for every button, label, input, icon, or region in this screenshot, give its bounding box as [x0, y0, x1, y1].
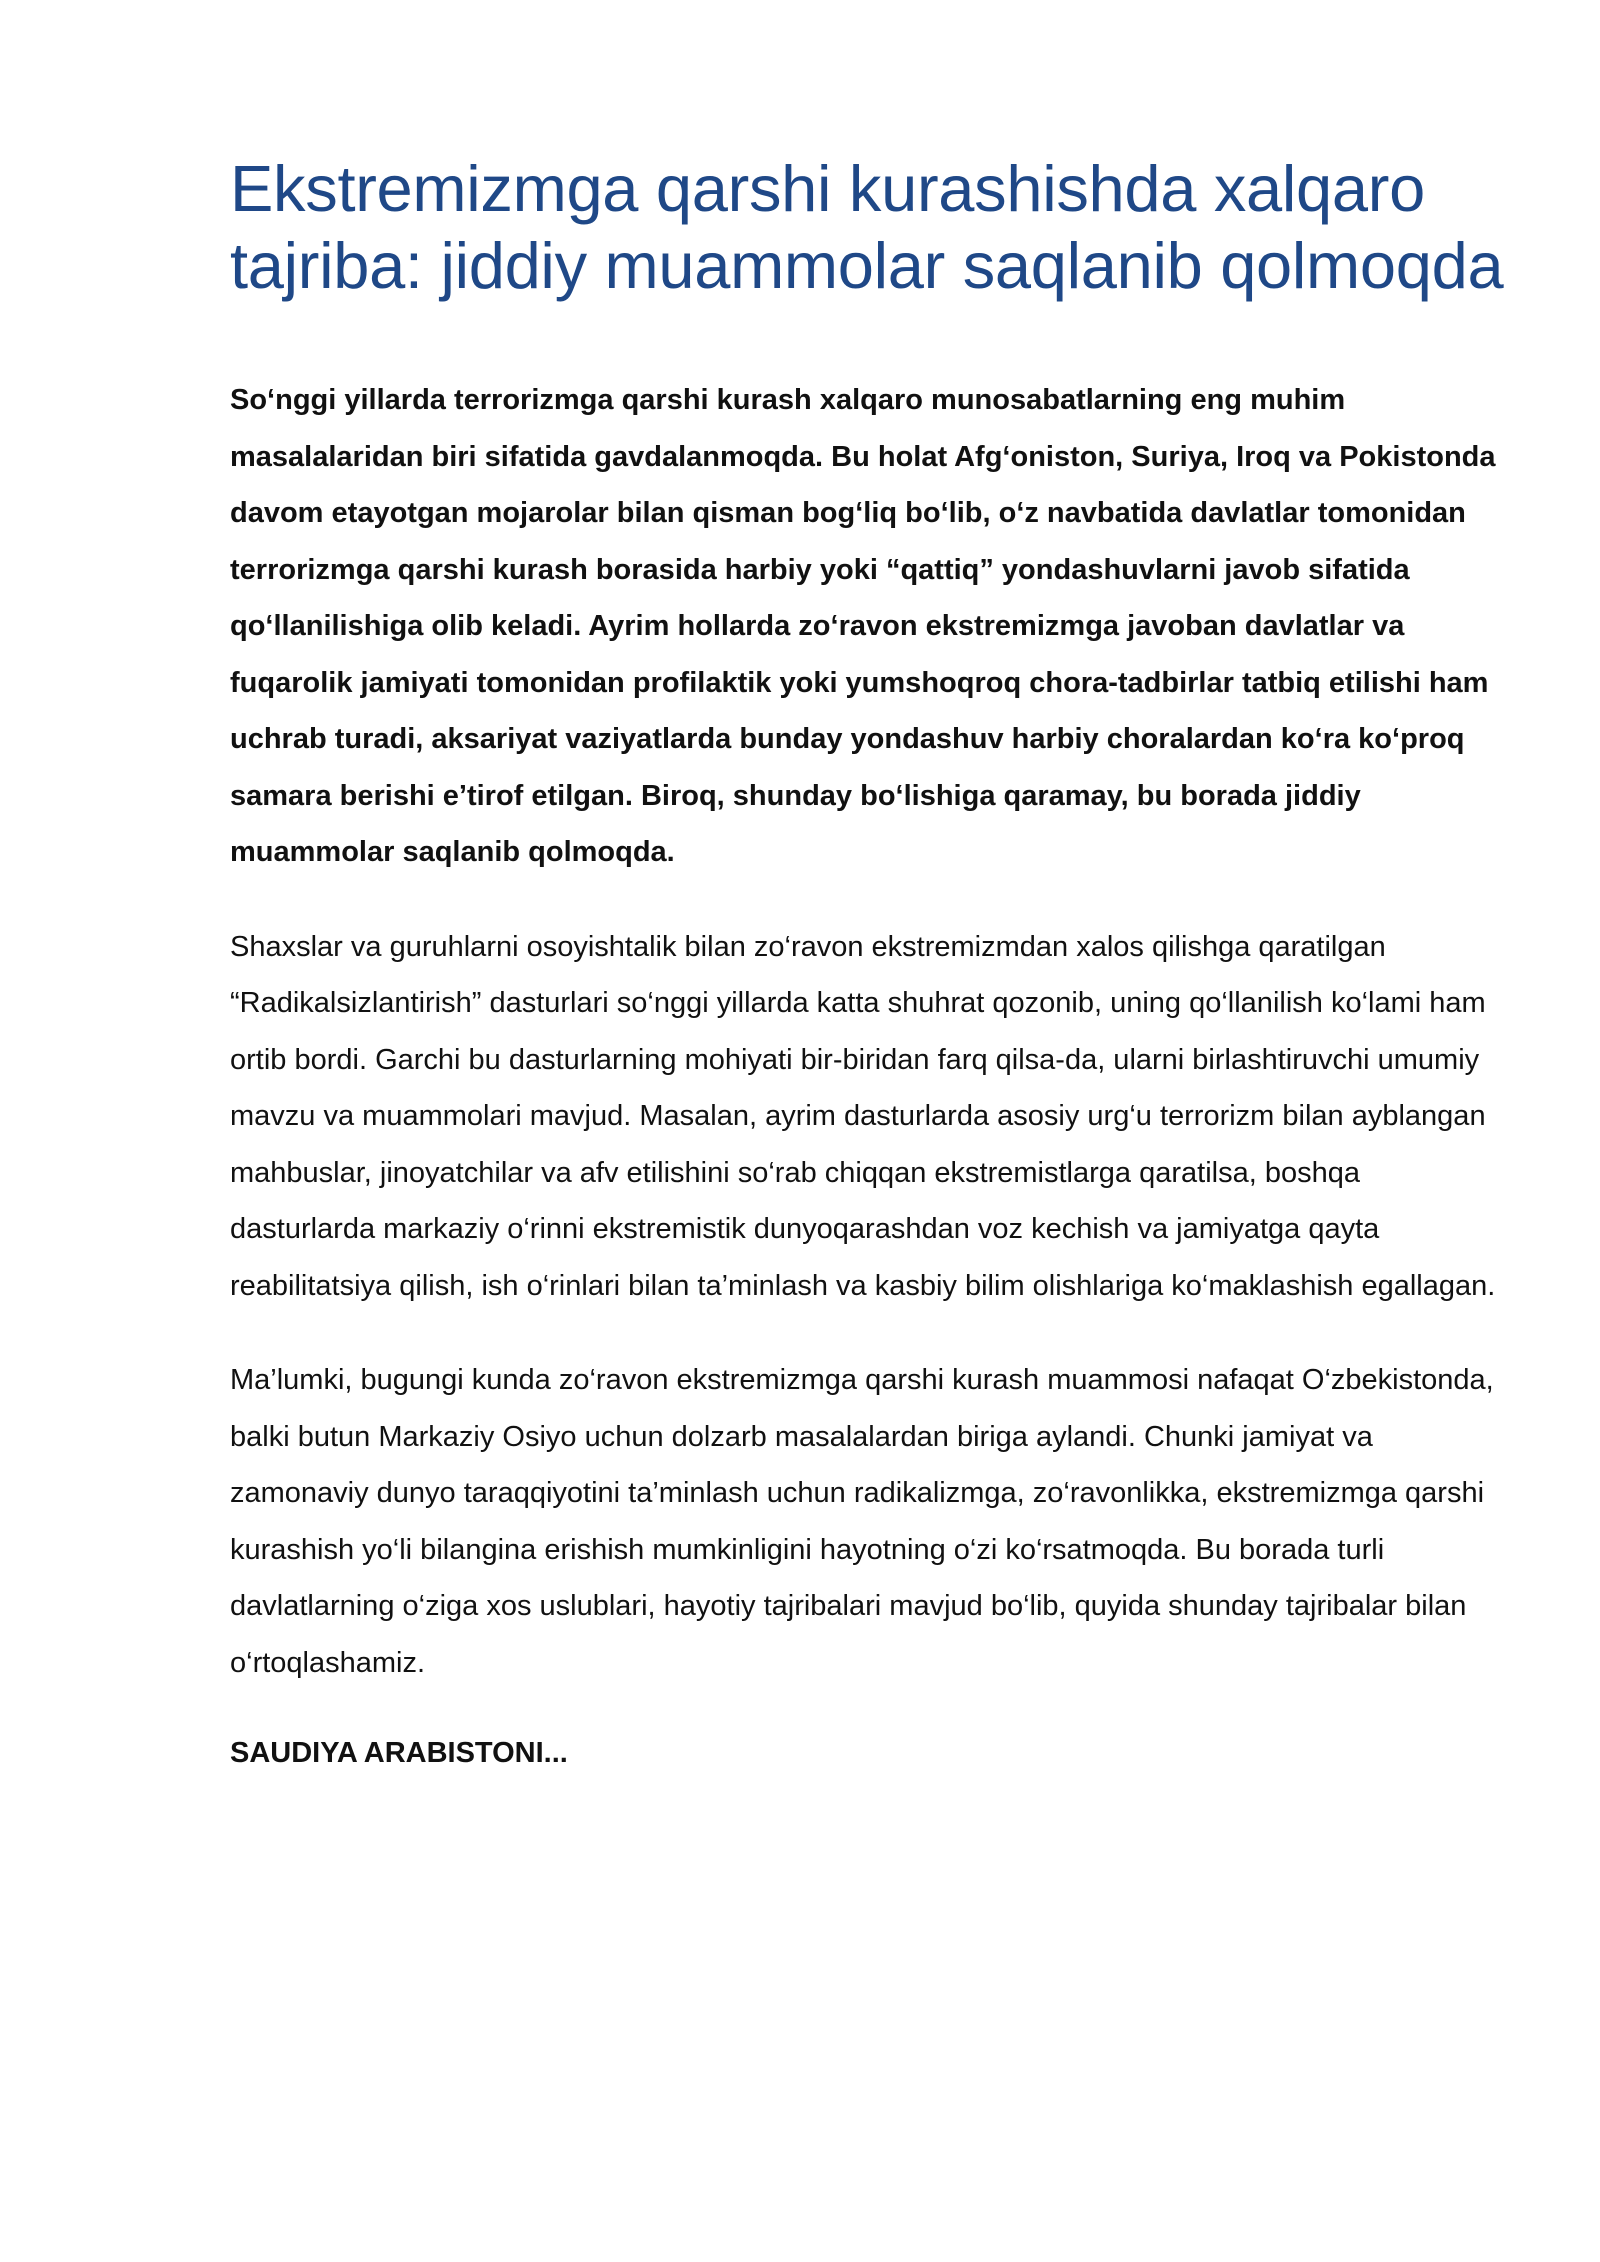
article [230, 150, 1505, 1782]
article-lead: So‘nggi yillarda terrorizmga qarshi kurash xalqaro munosabatlarning eng muhim masalalaridan biri sifatida gavdalanmoqda. Bu holat Afg‘oniston, Suriya, Iroq va Pokistonda davom etayotgan mojarolar bilan qisman bog‘liq bo‘lib, o‘z navbatida davlatlar tomonidan terrorizmga qarshi kurash borasida harbiy yoki “qattiq” yondashuvlarni javob sifatida qo‘llanilishiga olib keladi. Ayrim hollarda zo‘ravon ekstremizmga javoban davlatlar va fuqarolik jamiyati tomonidan profilaktik yoki yumshoqroq chora-tadbirlar tatbiq etilishi ham uchrab turadi, aksariyat vaziyatlarda bunday yondashuv harbiy choralardan ko‘ra ko‘proq samara berishi e’tirof etilgan. Biroq, shunday bo‘lishiga qaramay, bu borada jiddiy muammolar saqlanib qolmoqda. [230, 384, 1496, 868]
section-heading: SAUDIYA ARABISTONI... [230, 1737, 568, 1769]
article-title: Ekstremizmga qarshi kurashishda xalqaro tajriba: jiddiy muammolar saqlanib qolmoqda [230, 152, 1504, 302]
article-paragraph-2: Ma’lumki, bugungi kunda zo‘ravon ekstremizmga qarshi kurash muammosi nafaqat O‘zbekistonda, balki butun Markaziy Osiyo uchun dolzarb masalalardan biriga aylandi. Chunki jamiyat va zamonaviy dunyo taraqqiyotini ta’minlash uchun radikalizmga, zo‘ravonlikka, ekstremizmga qarshi kurashish yo‘li bilangina erishish mumkinligini hayotning o‘zi ko‘rsatmoqda. Bu borada turli davlatlarning o‘ziga xos uslublari, hayotiy tajribalari mavjud bo‘lib, quyida shunday tajribalar bilan o‘rtoqlashamiz. [230, 1364, 1494, 1679]
article-paragraph-1: Shaxslar va guruhlarni osoyishtalik bilan zo‘ravon ekstremizmdan xalos qilishga qaratilgan “Radikalsizlantirish” dasturlari so‘nggi yillarda katta shuhrat qozonib, uning qo‘llanilish ko‘lami ham ortib bordi. Garchi bu dasturlarning mohiyati bir-biridan farq qilsa-da, ularni birlashtiruvchi umumiy mavzu va muammolari mavjud. Masalan, ayrim dasturlarda asosiy urg‘u terrorizm bilan ayblangan mahbuslar, jinoyatchilar va afv etilishini so‘rab chiqqan ekstremistlarga qaratilsa, boshqa dasturlarda markaziy o‘rinni ekstremistik dunyoqarashdan voz kechish va jamiyatga qayta reabilitatsiya qilish, ish o‘rinlari bilan ta’minlash va kasbiy bilim olishlariga ko‘maklashish egallagan. [230, 930, 1496, 1302]
